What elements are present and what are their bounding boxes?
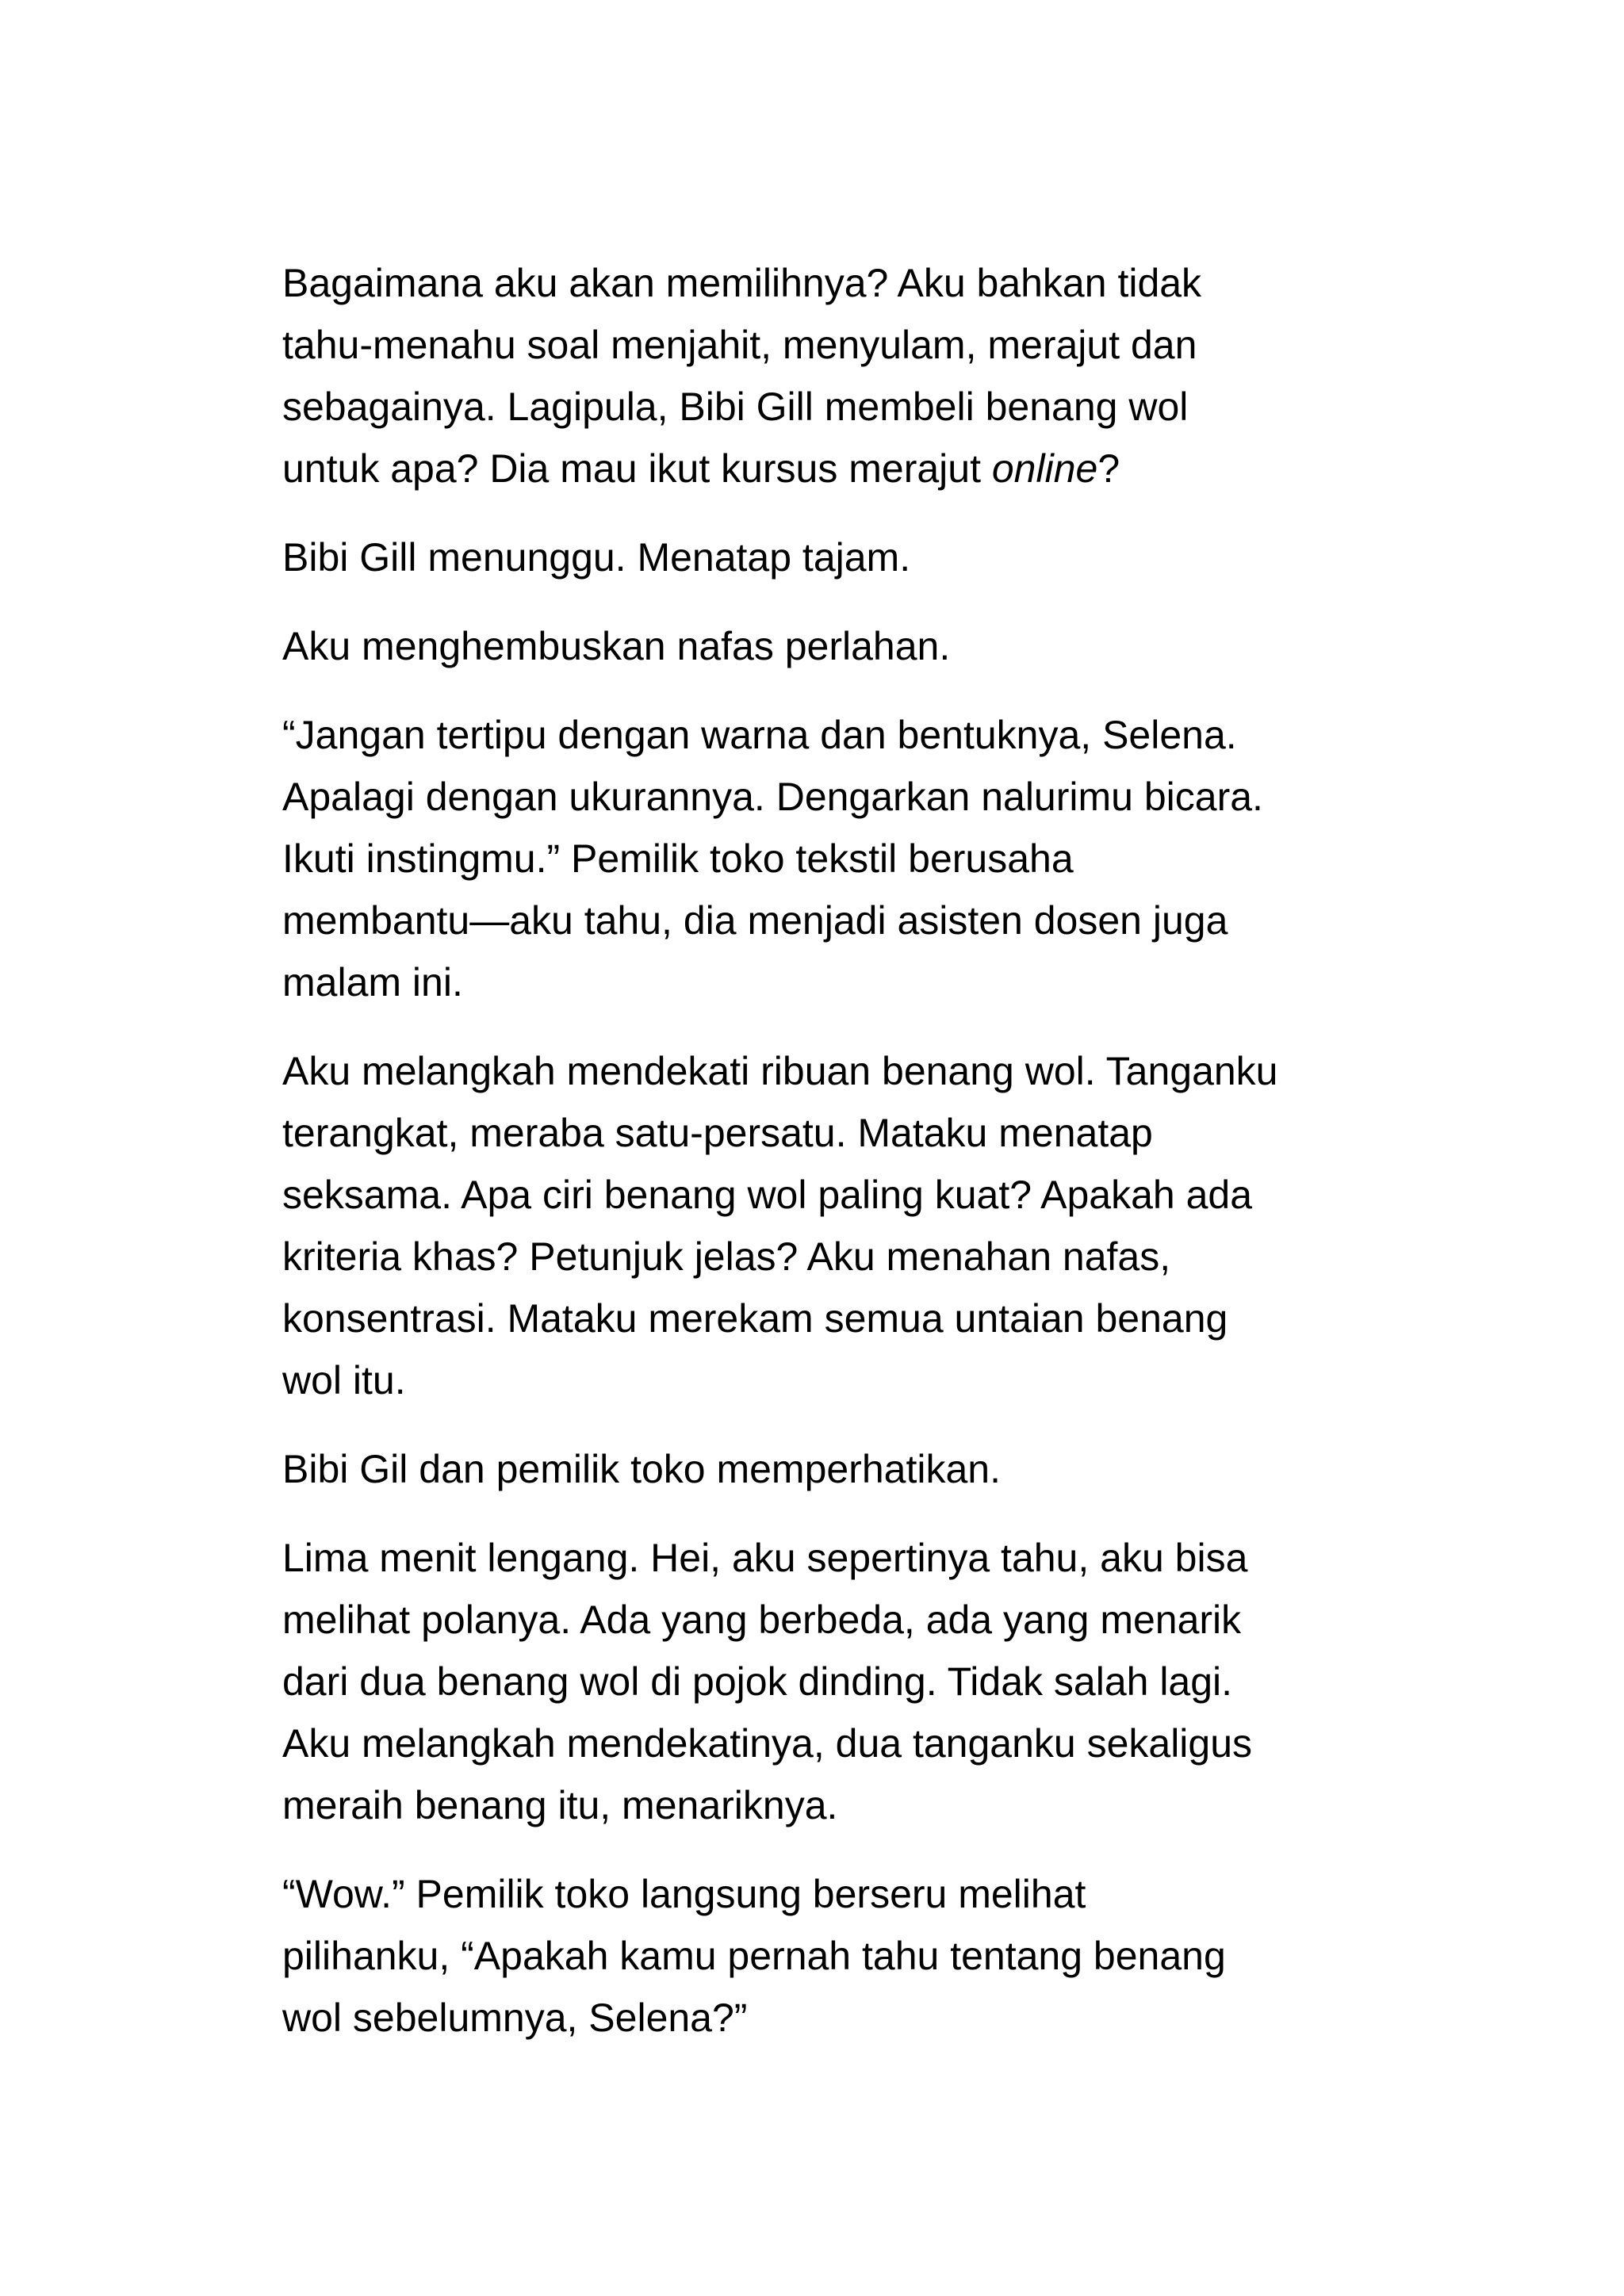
text-line: seksama. Apa ciri benang wol paling kuat? Apakah ada [282, 1173, 1253, 1217]
paragraph-1 [282, 252, 1408, 499]
text-line: konsentrasi. Mataku merekam semua untaian benang [282, 1296, 1228, 1341]
body-text [282, 252, 1408, 2076]
text-run: ? [1097, 446, 1120, 491]
text-line: Bibi Gill menunggu. Menatap tajam. [282, 535, 911, 580]
text-line: Aku menghembuskan nafas perlahan. [282, 624, 951, 668]
paragraph-3 [282, 615, 1408, 677]
paragraph-7 [282, 1527, 1408, 1836]
text-line-with-italic [282, 438, 1408, 499]
text-line: sebagainya. Lagipula, Bibi Gill membeli benang wol [282, 385, 1189, 429]
text-line: Apalagi dengan ukurannya. Dengarkan nalurimu bicara. [282, 775, 1263, 819]
text-line: “Jangan tertipu dengan warna dan bentuknya, Selena. [282, 713, 1237, 757]
text-line: Lima menit lengang. Hei, aku sepertinya tahu, aku bisa [282, 1536, 1248, 1580]
text-line: membantu—aku tahu, dia menjadi asisten dosen juga [282, 898, 1228, 943]
paragraph-6 [282, 1438, 1408, 1500]
paragraph-5 [282, 1040, 1408, 1411]
text-line: wol sebelumnya, Selena?” [282, 1996, 748, 2040]
text-line: Aku melangkah mendekatinya, dua tanganku sekaligus [282, 1721, 1253, 1766]
paragraph-4 [282, 704, 1408, 1013]
text-line: terangkat, meraba satu-persatu. Mataku menatap [282, 1111, 1153, 1155]
text-line: Aku melangkah mendekati ribuan benang wol. Tanganku [282, 1049, 1278, 1093]
text-line: melihat polanya. Ada yang berbeda, ada yang menarik [282, 1598, 1242, 1642]
paragraph-8 [282, 1863, 1408, 2049]
text-line: Ikuti instingmu.” Pemilik toko tekstil berusaha [282, 836, 1074, 881]
text-line: wol itu. [282, 1358, 406, 1402]
italic-word: online [991, 446, 1098, 491]
text-run: untuk apa? Dia mau ikut kursus merajut [282, 446, 992, 491]
paragraph-2 [282, 526, 1408, 588]
text-line: Bibi Gil dan pemilik toko memperhatikan. [282, 1447, 1001, 1491]
text-line: Bagaimana aku akan memilihnya? Aku bahkan tidak [282, 261, 1202, 305]
text-line: “Wow.” Pemilik toko langsung berseru melihat [282, 1872, 1086, 1916]
text-line: malam ini. [282, 960, 463, 1004]
text-line: dari dua benang wol di pojok dinding. Tidak salah lagi. [282, 1659, 1233, 1704]
text-line: tahu-menahu soal menjahit, menyulam, merajut dan [282, 323, 1197, 367]
text-line: kriteria khas? Petunjuk jelas? Aku menahan nafas, [282, 1234, 1171, 1279]
text-line: pilihanku, “Apakah kamu pernah tahu tentang benang [282, 1934, 1226, 1978]
text-line: meraih benang itu, menariknya. [282, 1783, 838, 1827]
